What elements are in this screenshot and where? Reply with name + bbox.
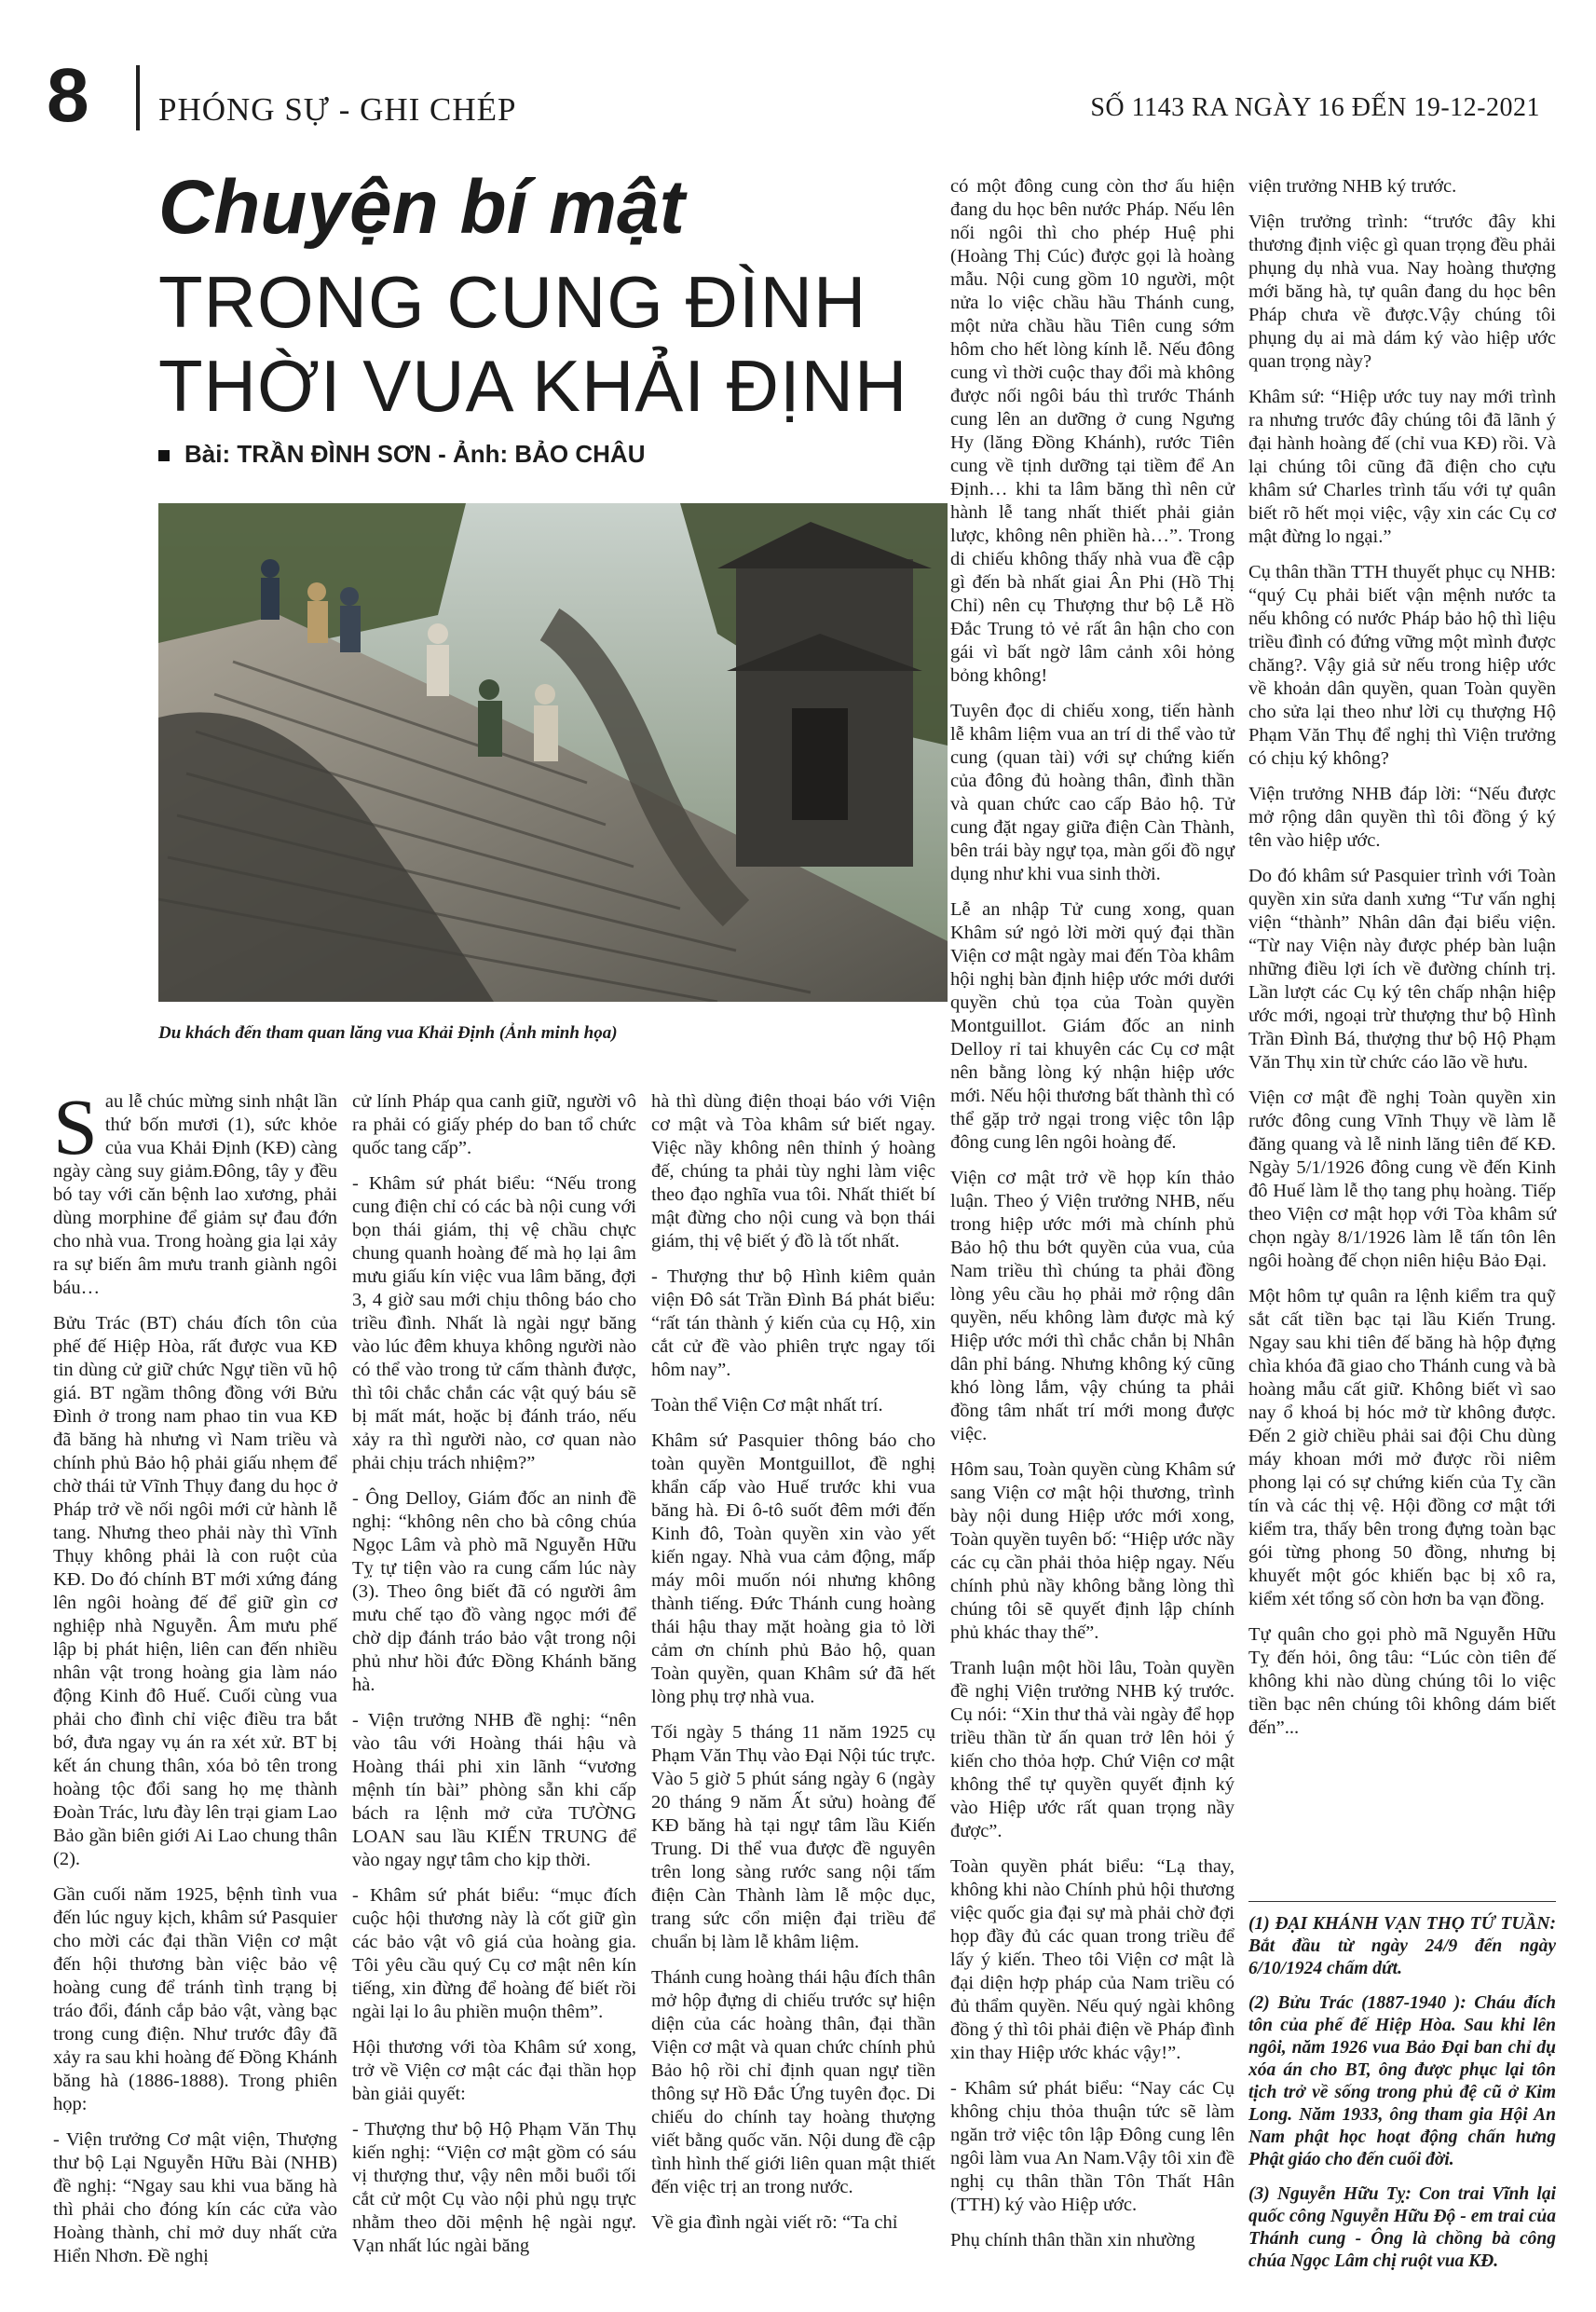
photo-caption: Du khách đến tham quan lăng vua Khải Định (Ảnh minh họa) bbox=[158, 1023, 618, 1043]
paragraph: Thánh cung hoàng thái hậu đích thân mở hộp đựng di chiếu trước sự hiện diện của các hoàng thân, đại thần Viện cơ mật và quan chức chính phủ Bảo hộ rồi chỉ định quan ngự tiền thông sự Hồ Đắc Ứng tuyên đọc. Di chiếu do chính tay hoàng thượng viết bằng quốc văn. Nội dung đề cập tình hình thế giới liên quan mật thiết đến việc trị an trong nước. bbox=[651, 1967, 935, 2197]
footnote: (2) Bửu Trác (1887-1940 ): Cháu đích tôn của phế đế Hiệp Hòa. Sau khi lên ngôi, năm 1926 vua Bảo Đại ban chỉ dụ xóa án cho BT, ông được phục lại tôn tịch trở về sống trong phủ đệ cũ ở Kim Long. Năm 1933, ông tham gia Hội An Nam phật học hoạt động chấn hưng Phật giáo cho đến cuối đời. bbox=[1248, 1993, 1556, 2169]
byline-text: Bài: TRẦN ĐÌNH SƠN - Ảnh: BẢO CHÂU bbox=[184, 440, 646, 468]
paragraph: - Ông Delloy, Giám đốc an ninh đề nghị: “không nên cho bà công chúa Ngọc Lâm và phò mã Nguyễn Hữu Tỵ tự tiện vào ra cung cấm lúc này (3). Theo ông biết đã có người âm mưu chế tạo đồ vàng ngọc mới để chờ dịp đánh tráo bảo vật trong nội phủ như hồi đức Đồng Khánh băng hà. bbox=[352, 1488, 636, 1695]
paragraph: Viện cơ mật đề nghị Toàn quyền xin rước đông cung Vĩnh Thụy về làm lễ đăng quang và lễ ninh lăng tiên đế KĐ. Ngày 5/1/1926 đông cung về đến Kinh đô Huế làm lễ thọ tang phụ hoàng. Tiếp theo Viện cơ mật họp với Tòa khâm sứ chọn ngày 8/1/1926 làm lễ tấn tôn lên ngôi hoàng đế chọn niên hiệu Bảo Đại. bbox=[1248, 1088, 1556, 1271]
paragraph: - Khâm sứ phát biểu: “mục đích cuộc hội thương này là cốt giữ gìn các bảo vật vô giá của hoàng gia. Tôi yêu cầu quý Cụ cơ mật nên kín tiếng, xin đừng để hoàng đế biết rồi ngài lại lo âu phiền muộn thêm”. bbox=[352, 1885, 636, 2022]
footnotes bbox=[1248, 1901, 1556, 2285]
paragraph: hà thì dùng điện thoại báo với Viện cơ mật và Tòa khâm sứ biết ngay. Việc nầy không nên thỉnh ý hoàng đế, chúng ta phải tùy nghi làm việc theo đạo nghĩa vua tôi. Nhất thiết bí mật đừng cho nội cung và bọn thái giám, thị vệ biết ý đồ là tốt nhất. bbox=[651, 1091, 935, 1252]
paragraph: - Viện trưởng Cơ mật viện, Thượng thư bộ Lại Nguyễn Hữu Bài (NHB) đề nghị: “Ngay sau khi vua băng hà thì phải cho đóng kín các cửa vào Hoàng thành, chỉ mở duy nhất cửa Hiển Nhơn. Đề nghị bbox=[53, 2129, 337, 2266]
paragraph: - Khâm sứ phát biểu: “Nay các Cụ không chịu thỏa thuận tức sẽ làm ngăn trở việc tôn lập Đông cung lên ngôi làm vua An Nam.Vậy tôi xin đề nghị cụ thân thần Tôn Thất Hân (TTH) ký vào Hiệp ước. bbox=[950, 2078, 1235, 2215]
paragraph: Gần cuối năm 1925, bệnh tình vua đến lúc nguy kịch, khâm sứ Pasquier cho mời các đại thần Viện cơ mật đến hội thương bàn việc bảo vệ hoàng cung để tránh tình trạng bị tráo đổi, đánh cắp bảo vật, vàng bạc trong cung điện. Như trước đây đã xảy ra sau khi hoàng đế Đồng Khánh băng hà (1886-1888). Trong phiên họp: bbox=[53, 1884, 337, 2114]
column-3 bbox=[651, 1090, 935, 2247]
paragraph: Về gia đình ngài viết rõ: “Ta chỉ bbox=[651, 2212, 898, 2233]
article-title-line1: TRONG CUNG ĐÌNH bbox=[158, 261, 867, 343]
paragraph: Tuyên đọc di chiếu xong, tiến hành lễ khâm liệm vua an trí di thể vào tử cung (quan tài) với sự chứng kiến của đông đủ hoàng thân, đình thần và quan chức cao cấp Bảo hộ. Tử cung đặt ngay giữa điện Càn Thành, bên trái bày ngự tọa, màn gối đồ ngự dụng như khi vua sinh thời. bbox=[950, 701, 1235, 884]
paragraph: Một hôm tự quân ra lệnh kiểm tra quỹ sắt cất tiền bạc tại lầu Kiến Trung. Ngay sau khi tiên đế băng hà hộp đựng chìa khóa đã giao cho Thánh cung và bà hoàng mẫu cất giữ. Không biết vì sao nay ổ khoá bị hóc mở từ không được. Đến 2 giờ chiều phải sai đội Chu dùng máy khoan mới mở được rồi niêm phong lại có sự chứng kiến của Tỵ cần tín và các thị vệ. Hội đồng cơ mật tới kiểm tra, thấy bên trong đựng toàn bạc gói từng phong 50 đồng, nhưng bị khuyết một góc khiến bạc bị xô ra, kiểm xét tổng số còn hơn ba vạn đồng. bbox=[1248, 1286, 1556, 1609]
paragraph: Viện trưởng trình: “trước đây khi thương định việc gì quan trọng đều phải phụng dụ nhà vua. Nay hoàng thượng mới băng hà, tự quân đang du học bên Pháp chưa về được.Vậy chúng tôi phụng dụ ai mà dám ký vào hiệp ước quan trọng này? bbox=[1248, 212, 1556, 372]
paragraph-text: au lễ chúc mừng sinh nhật lần thứ bốn mươi (1), sức khỏe của vua Khải Định (KĐ) càng ngày càng suy giảm.Đông, tây y đều bó tay với căn bệnh lao xương, phải dùng morphine để giảm sự đau đớn cho nhà vua. Trong hoàng gia lại xảy ra sự biến âm mưu tranh giành ngôi báu… bbox=[53, 1091, 337, 1298]
article-title-line2: THỜI VUA KHẢI ĐỊNH bbox=[158, 345, 908, 427]
paragraph: Do đó khâm sứ Pasquier trình với Toàn quyền xin sửa danh xưng “Tư vấn nghị viện “thành” Nhân dân đại biểu viện. “Từ nay Viện này được phép bàn luận những điều lợi ích về đường chính trị. Lần lượt các Cụ ký tên chấp nhận hiệp ước mới, ngoại trừ thượng thư bộ Hình Trần Đình Bá, thượng thư bộ Hộ Phạm Văn Thụ xin từ chức cáo lão về hưu. bbox=[1248, 866, 1556, 1073]
paragraph: viện trưởng NHB ký trước. bbox=[1248, 176, 1457, 197]
page-number: 8 bbox=[47, 53, 89, 138]
paragraph: có một đông cung còn thơ ấu hiện đang du học bên nước Pháp. Nếu lên nối ngôi thì cho phép Huệ phi (Hoàng Thị Cúc) được gọi là hoàng mẫu. Nội cung gồm 10 người, một nửa lo việc chầu hầu Thánh cung, một nửa chầu hầu Tiên cung sớm hôm cho hết lòng kính lễ. Nếu đông cung vì thời cuộc thay đổi mà không được nối ngôi báu thì trước Thánh cung lên an dưỡng ở cung Ngưng Hy (lăng Đồng Khánh), rước Tiên cung về tịnh dưỡng tại tiềm để An Định… khi ta lâm băng thì nên cử hành lễ tang nhất thiết phải giản lược, không nên phiền hà…”. Trong di chiếu không thấy nhà vua đề cập gì đến bà nhất giai Ân Phi (Hồ Thị Chỉ) nên cụ Thượng thư bộ Lễ Hồ Đắc Trung tỏ vẻ rất ân hận cho con gái vì bất ngờ lâm cảnh xôi hỏng bỏng không! bbox=[950, 176, 1235, 686]
paragraph: Tranh luận một hồi lâu, Toàn quyền đề nghị Viện trưởng NHB ký trước. Cụ nói: “Xin thư thả vài ngày để họp triều thần từ ấn quan trở lên hỏi ý kiến cho thỏa hợp. Chứ Viện cơ mật không thể tự quyền quyết định ký vào Hiệp ước rất quan trọng nầy được”. bbox=[950, 1658, 1235, 1841]
paragraph: Cụ thân thần TTH thuyết phục cụ NHB: “quý Cụ phải biết vận mệnh nước ta nếu không có nước Pháp bảo hộ thì liệu triều đình có đứng vững một mình được chăng?. Vậy giả sử nếu trong hiệp ước về khoản dân quyền, quan Toàn quyền cho sửa lại theo như lời cụ thượng Hộ Phạm Văn Thụ để nghị thì Viện trưởng có chịu ký không? bbox=[1248, 562, 1556, 769]
paragraph: Hôm sau, Toàn quyền cùng Khâm sứ sang Viện cơ mật hội thương, trình bày nội dung Hiệp ước mới xong, Toàn quyền tuyên bố: “Hiệp ước nầy các cụ cần phải thỏa hiệp ngay. Nếu chính phủ nầy không bằng lòng thì chúng tôi sẽ quyết định lập chính phủ khác thay thế”. bbox=[950, 1459, 1235, 1643]
column-2 bbox=[352, 1090, 636, 2270]
bullet-square bbox=[158, 450, 170, 461]
paragraph: - Thượng thư bộ Hộ Phạm Văn Thụ kiến nghị: “Viện cơ mật gồm có sáu vị thượng thư, vậy nên mỗi buổi tối cắt cử một Cụ vào nội phủ ngụ trực nhằm theo dõi mệnh hệ ngài ngự. Vạn nhất lúc ngài băng bbox=[352, 2119, 636, 2256]
paragraph: Phụ chính thân thần xin nhường bbox=[950, 2230, 1195, 2250]
paragraph: Lễ an nhập Tử cung xong, quan Khâm sứ ngỏ lời mời quý đại thần Viện cơ mật ngày mai đến Tòa khâm hội nghị bàn định hiệp ước mới dưới quyền chủ tọa của Toàn quyền Montguillot. Giám đốc an ninh Delloy rỉ tai khuyên các Cụ cơ mật nên bằng lòng ký nhận hiệp ước mới. Nếu hội thương bất thành thì có thể gặp trở ngại trong việc tôn lập đông cung lên ngôi hoàng đế. bbox=[950, 899, 1235, 1153]
issue-info: SỐ 1143 RA NGÀY 16 ĐẾN 19-12-2021 bbox=[1090, 93, 1540, 122]
paragraph: Bửu Trác (BT) cháu đích tôn của phế đế Hiệp Hòa, rất được vua KĐ tin dùng cử giữ chức Ngự tiền vũ hộ giá. BT ngầm thông đồng với Bửu Đình ở trong nam phao tin vua KĐ đã băng hà nhưng vì Nam triều và chính phủ Bảo hộ phải giấu nhẹm để chờ thái tử Vĩnh Thụy đang du học ở Pháp trở về nối ngôi mới cử hành lễ tang. Nhưng theo phải này thì Vĩnh Thụy không phải là con ruột của KĐ. Do đó chính BT mới xứng đáng lên ngôi hoàng đế để giữ gìn cơ nghiệp nhà Nguyễn. Âm mưu phế lập bị phát hiện, liên can đến nhiều nhân vật trong hoàng gia làm náo động Kinh đô Huế. Cuối cùng vua phải cho đình chỉ việc điều tra bắt bớ, đưa ngay vụ án ra xét xử. BT bị kết án chung thân, xóa bỏ tên trong hoàng tộc đổi sang họ mẹ thành Đoàn Trác, lưu đày lên trại giam Lao Bảo gần biên giới Ai Lao chung thân (2). bbox=[53, 1313, 337, 1869]
column-4 bbox=[950, 175, 1235, 2264]
paragraph bbox=[53, 1082, 337, 1300]
paragraph: Tối ngày 5 tháng 11 năm 1925 cụ Phạm Văn Thụ vào Đại Nội túc trực. Vào 5 giờ 5 phút sáng ngày 6 (ngày 20 tháng 9 năm Ất sửu) hoàng đế KĐ băng hà tại ngự tâm lầu Kiến Trung. Di thể vua được đề nguyên trên long sàng rước sang nội tấm điện Càn Thành làm lễ mộc dục, trang sức cổn miện đại triều để chuẩn bị làm lễ khâm liệm. bbox=[651, 1722, 935, 1952]
footnote: (3) Nguyễn Hữu Tỵ: Con trai Vĩnh lại quốc công Nguyễn Hữu Độ - em trai của Thánh cung - Ông là chồng bà công chúa Ngọc Lâm chị ruột vua KĐ. bbox=[1248, 2184, 1556, 2271]
photo-tomb-stairs bbox=[158, 503, 948, 1002]
paragraph: Toàn quyền phát biểu: “Lạ thay, không khi nào Chính phủ hội thương việc quốc gia đại sự mà phải chờ đợi họp đầy đủ các quan trong triều để lấy ý kiến. Theo tôi Viện cơ mật là đại diện hợp pháp của Nam triều có đủ thẩm quyền. Nếu quý ngài không đồng ý thì tôi phải điện về Pháp đình xin thay Hiệp ước khác vậy!”. bbox=[950, 1856, 1235, 2063]
paragraph: - Thượng thư bộ Hình kiêm quản viện Đô sát Trần Đình Bá phát biểu: “rất tán thành ý kiến của cụ Hộ, xin cắt cử đề vào phiên trực ngay tối hôm nay”. bbox=[651, 1266, 935, 1380]
paragraph: Tự quân cho gọi phò mã Nguyễn Hữu Tỵ đến hỏi, ông tâu: “Lúc còn tiên đế không khi nào dùng chúng tôi lo việc tiền bạc nên chúng tôi không dám biết đến”... bbox=[1248, 1624, 1556, 1738]
header-divider bbox=[136, 65, 140, 130]
drop-cap: S bbox=[53, 1082, 98, 1171]
paragraph: Khâm sứ Pasquier thông báo cho toàn quyền Montguillot, đề nghị khẩn cấp vào Huế trước khi vua băng hà. Đi ô-tô suốt đêm mới đến Kinh đô, Toàn quyền xin vào yết kiến ngay. Nhà vua cảm động, mấp máy môi muốn nói nhưng không thành tiếng. Đức Thánh cung hoàng thái hậu thay mặt hoàng gia tỏ lời cảm ơn chính phủ Bảo hộ, quan Toàn quyền, quan Khâm sứ đã hết lòng phụ trợ nhà vua. bbox=[651, 1430, 935, 1707]
footnote: (1) ĐẠI KHÁNH VẠN THỌ TỨ TUẦN: Bắt đầu từ ngày 24/9 đến ngày 6/10/1924 chấm dứt. bbox=[1248, 1914, 1556, 1978]
paragraph: Hội thương với tòa Khâm sứ xong, trở về Viện cơ mật các đại thần họp bàn giải quyết: bbox=[352, 2037, 636, 2104]
column-5 bbox=[1248, 175, 1556, 1752]
article-photo bbox=[158, 503, 948, 1002]
column-1 bbox=[53, 1082, 337, 2280]
paragraph: cử lính Pháp qua canh giữ, người vô ra phải có giấy phép do ban tổ chức quốc tang cấp”. bbox=[352, 1091, 636, 1158]
paragraph: Viện trưởng NHB đáp lời: “Nếu được mở rộng dân quyền thì tôi đồng ý ký tên vào hiệp ước. bbox=[1248, 784, 1556, 851]
paragraph: - Khâm sứ phát biểu: “Nếu trong cung điện chỉ có các bà nội cung với bọn thái giám, thị vệ chầu chực chung quanh hoàng đế mà họ lại âm mưu giấu kín việc vua lâm băng, đợi 3, 4 giờ sau mới chịu thông báo cho triều đình. Nhất là ngài ngự băng vào lúc đêm khuya không người nào có thể vào trong tử cấm thành được, thì tôi chắc chắn các vật quý báu sẽ bị mất mát, hoặc bị đánh tráo, nếu xảy ra thì người nào, cơ quan nào phải chịu trách nhiệm?” bbox=[352, 1173, 636, 1473]
section-title: PHÓNG SỰ - GHI CHÉP bbox=[158, 91, 517, 128]
article-title-italic: Chuyện bí mật bbox=[158, 165, 685, 250]
paragraph: - Viện trưởng NHB đề nghị: “nên vào tâu với Hoàng thái hậu và Hoàng thái phi xin lãnh “vương mệnh tín bài” phòng sẵn khi cấp bách ra lệnh mở cửa TƯỜNG LOAN sau lầu KIẾN TRUNG để vào ngay ngự tâm cho kịp thời. bbox=[352, 1710, 636, 1870]
paragraph: Khâm sứ: “Hiệp ước tuy nay mới trình ra nhưng trước đây chúng tôi đã lãnh ý đại hành hoàng đế (chỉ vua KĐ) rồi. Và lại chúng tôi cũng đã điện cho cựu khâm sứ Charles trình tấu với tự quân biết rõ hết mọi việc, vậy xin các Cụ cơ mật đừng lo ngại.” bbox=[1248, 387, 1556, 547]
byline bbox=[158, 440, 645, 469]
paragraph: Toàn thể Viện Cơ mật nhất trí. bbox=[651, 1395, 883, 1416]
paragraph: Viện cơ mật trở về họp kín thảo luận. Theo ý Viện trưởng NHB, nếu trong hiệp ước mới mà chính phủ Bảo hộ thu bớt quyền của vua, của Nam triều thì chúng ta phải đồng lòng yêu cầu họ phải mở rộng dân quyền, nếu không làm được mà ký Hiệp ước mới thì chắc chắn bị Nhân dân phỉ báng. Nhưng không ký cũng khó lòng lắm, vậy chúng ta phải đồng tâm nhất trí mới mong được việc. bbox=[950, 1168, 1235, 1444]
